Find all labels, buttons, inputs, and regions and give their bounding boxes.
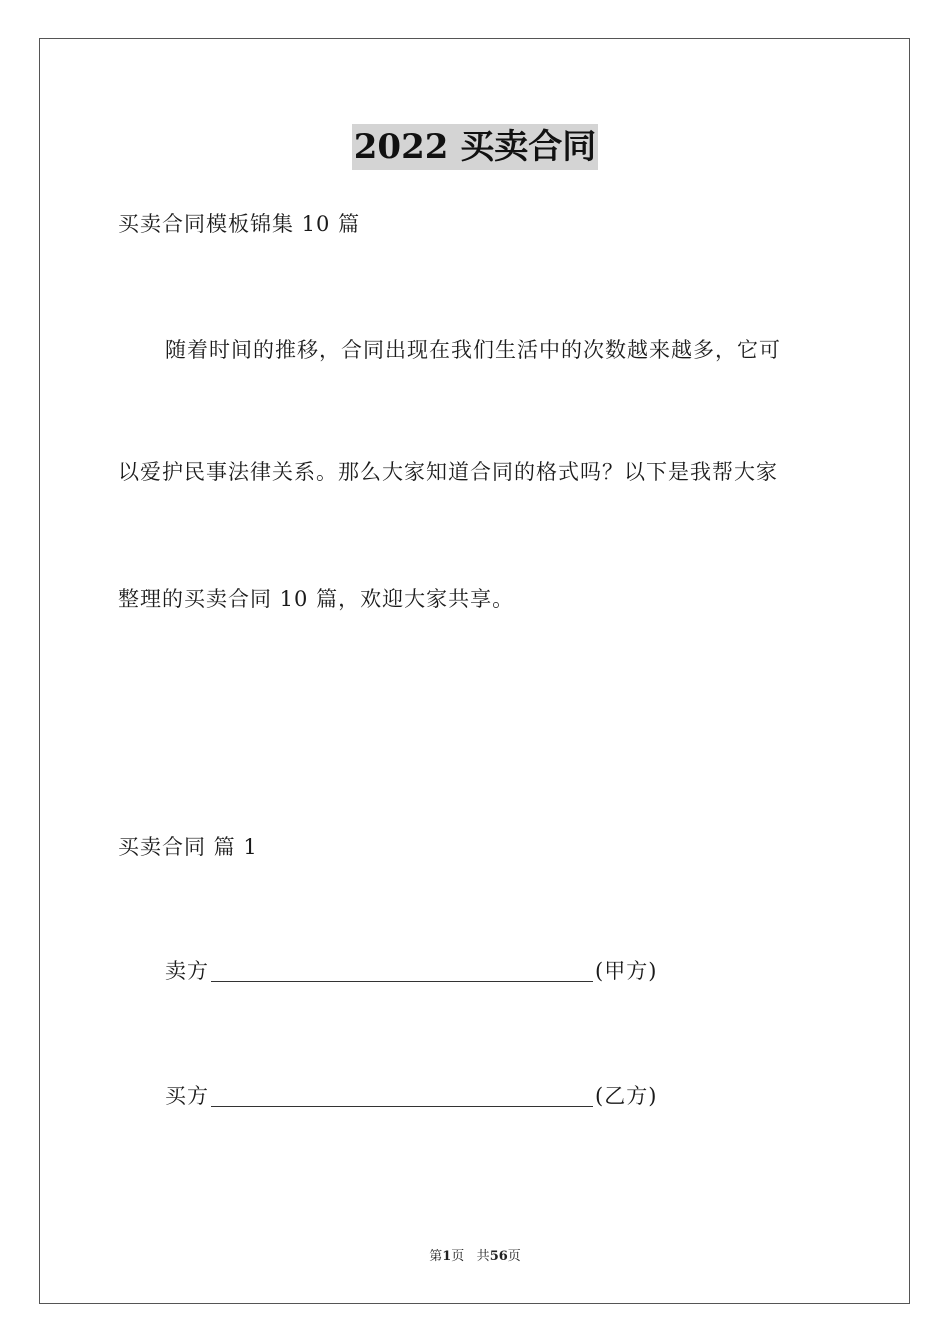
page-footer xyxy=(0,1248,950,1266)
seller-label: 卖方 xyxy=(165,959,209,983)
paragraph-line-1: 随着时间的推移，合同出现在我们生活中的次数越来越多，它可 xyxy=(165,338,781,362)
footer-total-unit: 页 xyxy=(507,1249,521,1264)
buyer-line xyxy=(165,1081,657,1111)
footer-prefix: 第 xyxy=(429,1249,443,1264)
seller-line xyxy=(165,956,657,986)
title-container xyxy=(0,124,950,170)
document-subtitle: 买卖合同模板锦集 10 篇 xyxy=(118,212,361,236)
footer-page-unit: 页 xyxy=(451,1249,465,1264)
footer-total-pages: 56 xyxy=(489,1249,508,1264)
paragraph-line-3: 整理的买卖合同 10 篇，欢迎大家共享。 xyxy=(118,587,515,611)
seller-suffix: (甲方) xyxy=(595,959,658,983)
document-title: 2022 买卖合同 xyxy=(352,124,598,170)
footer-total-prefix: 共 xyxy=(476,1249,490,1264)
seller-blank-field xyxy=(211,959,593,982)
section-heading: 买卖合同 篇 1 xyxy=(118,835,258,859)
buyer-label: 买方 xyxy=(165,1084,209,1108)
paragraph-line-2: 以爱护民事法律关系。那么大家知道合同的格式吗？以下是我帮大家 xyxy=(118,460,778,484)
footer-page-number: 1 xyxy=(442,1249,452,1264)
buyer-blank-field xyxy=(211,1084,593,1107)
buyer-suffix: (乙方) xyxy=(595,1084,658,1108)
